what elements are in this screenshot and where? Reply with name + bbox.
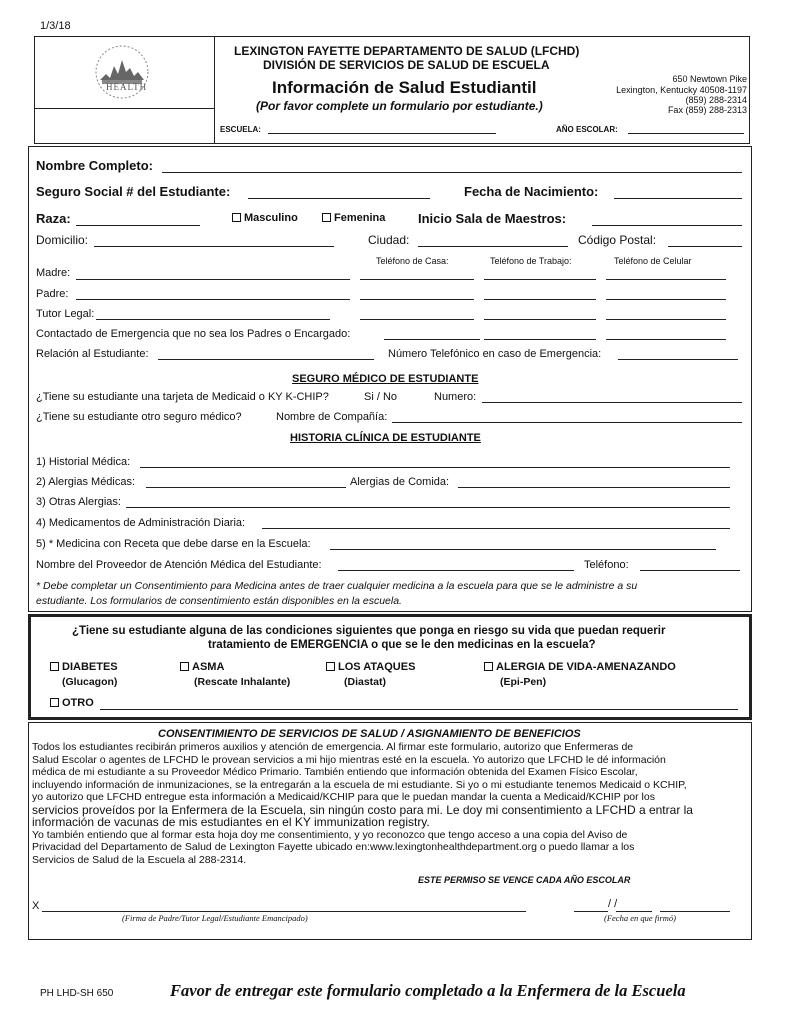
medicaid-question: ¿Tiene su estudiante una tarjeta de Medicaid o KY K-CHIP? (36, 391, 329, 403)
form-title: Información de Salud Estudiantil (272, 78, 537, 97)
full-name-input[interactable] (162, 172, 742, 173)
food-allergies-label: Alergias de Comida: (350, 476, 450, 488)
other-condition-input[interactable] (100, 709, 738, 710)
diabetes-label: DIABETES (62, 661, 118, 673)
emergency-contact-cell[interactable] (606, 339, 726, 340)
medicaid-number-label: Numero: (434, 391, 477, 403)
consent-expires-note: ESTE PERMISO SE VENCE CADA AÑO ESCOLAR (418, 875, 631, 885)
father-input[interactable] (76, 299, 350, 300)
signature-input[interactable] (42, 911, 526, 912)
zip-input[interactable] (668, 246, 742, 247)
header-divider-vertical (214, 36, 215, 144)
fax-number: Fax (859) 288-2313 (667, 105, 747, 115)
medical-history-input[interactable] (140, 467, 730, 468)
relation-label: Relación al Estudiante: (36, 348, 149, 360)
guardian-input[interactable] (96, 319, 330, 320)
emergency-phone-label: Número Telefónico en caso de Emergencia: (388, 348, 602, 360)
ssn-label: Seguro Social # del Estudiante: (36, 184, 231, 199)
health-department-logo (86, 44, 158, 102)
history-heading: HISTORIA CLÍNICA DE ESTUDIANTE (290, 432, 481, 444)
work-phone-header: Teléfono de Trabajo: (490, 256, 572, 266)
provider-label: Nombre del Proveedor de Atención Médica del Estudiante: (36, 559, 322, 571)
school-year-label: AÑO ESCOLAR: (556, 125, 618, 134)
food-allergies-input[interactable] (458, 487, 730, 488)
father-cell-phone[interactable] (606, 299, 726, 300)
consent-line: Yo también entiendo que al formar esta hoja doy me consentimiento, y yo reconozco que tengo acceso a una copia del Aviso de (32, 828, 628, 841)
female-checkbox[interactable] (322, 213, 331, 222)
dept-name: LEXINGTON FAYETTE DEPARTAMENTO DE SALUD (LFCHD) (234, 44, 580, 58)
medication-note-1: * Debe completar un Consentimiento para Medicina antes de traer cualquier medicina a la escuela para que se le administre a su (36, 580, 638, 592)
ssn-input[interactable] (248, 198, 430, 199)
race-label: Raza: (36, 211, 71, 226)
dob-input[interactable] (614, 198, 742, 199)
father-work-phone[interactable] (484, 299, 596, 300)
diabetes-option[interactable] (50, 661, 118, 673)
phone-number: (859) 288-2314 (685, 95, 747, 105)
emergency-contact-input[interactable] (384, 339, 480, 340)
signature-x: X (32, 900, 40, 912)
form-date: 1/3/18 (40, 20, 71, 32)
consent-line: médica de mi estudiante a su Proveedor Médico Primario. También entiendo que información obtenida del Examen Físico Escolar, (32, 766, 638, 778)
mother-cell-phone[interactable] (606, 279, 726, 280)
diabetes-checkbox[interactable] (50, 662, 59, 671)
guardian-work-phone[interactable] (484, 319, 596, 320)
conditions-question-2: tratamiento de EMERGENCIA o que se le den medicinas en la escuela? (208, 639, 596, 651)
medicaid-number-input[interactable] (482, 402, 742, 403)
company-label: Nombre de Compañía: (276, 411, 388, 423)
mother-home-phone[interactable] (360, 279, 474, 280)
daily-meds-label: 4) Medicamentos de Administración Diaria: (36, 517, 246, 529)
consent-heading: CONSENTIMIENTO DE SERVICIOS DE SALUD / ASIGNAMIENTO DE BENEFICIOS (158, 728, 581, 740)
consent-line: Privacidad del Departamento de Salud de Lexington Fayette ubicado en:www.lexingtonhealthdepartment.org o puedo llamar a los (32, 841, 635, 853)
medicaid-si-no[interactable]: Si / No (364, 391, 398, 403)
seizures-medication: (Diastat) (344, 676, 387, 688)
medication-note-2: estudiante. Los formularios de consentimiento están disponibles en la escuela. (36, 595, 402, 607)
other-condition-checkbox[interactable] (50, 698, 59, 707)
asthma-option[interactable] (180, 661, 224, 673)
division-name: DIVISIÓN DE SERVICIOS DE SALUD DE ESCUELA (263, 58, 550, 72)
school-input[interactable] (268, 133, 496, 134)
mother-label: Madre: (36, 267, 71, 279)
address-line2: Lexington, Kentucky 40508-1197 (616, 85, 747, 95)
provider-phone-label: Teléfono: (584, 559, 629, 571)
prescription-input[interactable] (330, 549, 716, 550)
guardian-home-phone[interactable] (360, 319, 474, 320)
form-subtitle: (Por favor complete un formulario por estudiante.) (256, 99, 543, 113)
signature-caption: (Firma de Padre/Tutor Legal/Estudiante Emancipado) (122, 913, 308, 923)
male-label: Masculino (244, 212, 298, 224)
daily-meds-input[interactable] (262, 528, 730, 529)
medical-allergies-input[interactable] (146, 487, 346, 488)
male-checkbox[interactable] (232, 213, 241, 222)
seizures-label: LOS ATAQUES (338, 661, 416, 673)
header-divider-horizontal (34, 108, 214, 109)
home-phone-header: Teléfono de Casa: (376, 256, 449, 266)
conditions-question-1: ¿Tiene su estudiante alguna de las condiciones siguientes que ponga en riesgo su vida que puedan requerir (72, 625, 666, 637)
consent-line: Servicios de Salud de la Escuela al 288-2314. (32, 853, 247, 866)
address-input[interactable] (94, 246, 334, 247)
consent-line: yo autorizo que LFCHD entregue esta información a Medicaid/KCHIP para que le puedan mandar la cuenta a Medicaid/KCHIP por los (32, 791, 655, 803)
father-home-phone[interactable] (360, 299, 474, 300)
provider-input[interactable] (338, 570, 574, 571)
signature-date-year[interactable] (660, 911, 730, 912)
asthma-medication: (Rescate Inhalante) (194, 676, 291, 688)
prescription-label: 5) * Medicina con Receta que debe darse en la Escuela: (36, 538, 311, 550)
other-allergies-input[interactable] (126, 507, 730, 508)
provider-phone-input[interactable] (640, 570, 740, 571)
logo-text: HEALTH (106, 82, 148, 92)
guardian-label: Tutor Legal: (36, 308, 95, 320)
father-label: Padre: (36, 288, 69, 300)
emergency-contact-work[interactable] (484, 339, 596, 340)
signature-date-day[interactable] (616, 911, 652, 912)
company-input[interactable] (392, 422, 742, 423)
race-input[interactable] (76, 225, 200, 226)
emergency-phone-input[interactable] (618, 359, 738, 360)
allergy-medication: (Epi-Pen) (500, 676, 547, 688)
consent-text (32, 741, 748, 866)
signature-date-month[interactable] (574, 911, 608, 912)
other-condition-label: OTRO (62, 697, 94, 709)
diabetes-medication: (Glucagon) (62, 676, 118, 688)
dob-label: Fecha de Nacimiento: (464, 184, 599, 199)
medical-history-label: 1) Historial Médica: (36, 456, 131, 468)
seizures-checkbox[interactable] (326, 662, 335, 671)
guardian-cell-phone[interactable] (606, 319, 726, 320)
date-slashes: / / (608, 898, 618, 910)
female-option[interactable] (322, 212, 385, 224)
male-option[interactable] (232, 212, 298, 224)
allergy-option[interactable] (484, 661, 676, 673)
mother-work-phone[interactable] (484, 279, 596, 280)
insurance-heading: SEGURO MÉDICO DE ESTUDIANTE (292, 373, 479, 385)
asthma-checkbox[interactable] (180, 662, 189, 671)
allergy-label: ALERGIA DE VIDA-AMENAZANDO (496, 661, 676, 673)
homeroom-input[interactable] (592, 225, 742, 226)
homeroom-label: Inicio Sala de Maestros: (418, 211, 567, 226)
asthma-label: ASMA (192, 661, 225, 673)
address-line1: 650 Newtown Pike (672, 74, 747, 84)
consent-line: Salud Escolar o agentes de LFCHD le provean servicios a mi hijo mientras esté en la escuela. Yo autorizo que LFCHD le dé información (32, 753, 666, 766)
relation-input[interactable] (158, 359, 374, 360)
date-caption: (Fecha en que firmó) (604, 913, 676, 923)
full-name-label: Nombre Completo: (36, 158, 153, 173)
seizures-option[interactable] (326, 661, 415, 673)
footer-note: Favor de entregar este formulario completado a la Enfermera de la Escuela (170, 981, 686, 1000)
other-condition-option[interactable] (50, 697, 94, 709)
consent-line: incluyendo información de inmunizaciones, se la entregarán a la escuela de mi estudiante. Si yo o mi estudiante tenemos Medicaid o KCHIP, (32, 778, 687, 791)
school-label: ESCUELA: (220, 125, 261, 134)
consent-line: Todos los estudiantes recibirán primeros auxilios y atención de emergencia. Al firmar este formulario, autorizo que Enfermeras de (32, 741, 634, 753)
form-code: PH LHD-SH 650 (40, 988, 114, 999)
city-label: Ciudad: (368, 233, 410, 247)
other-insurance-question: ¿Tiene su estudiante otro seguro médico? (36, 411, 242, 423)
cell-phone-header: Teléfono de Celular (614, 256, 692, 266)
other-allergies-label: 3) Otras Alergias: (36, 496, 121, 508)
school-year-input[interactable] (628, 133, 744, 134)
zip-label: Código Postal: (578, 233, 657, 247)
consent-line: información de vacunas de mis estudiantes en el KY immunization registry. (32, 815, 430, 829)
city-input[interactable] (418, 246, 568, 247)
mother-input[interactable] (76, 279, 350, 280)
allergy-checkbox[interactable] (484, 662, 493, 671)
address-label: Domicilio: (36, 233, 89, 247)
emergency-contact-label: Contactado de Emergencia que no sea los Padres o Encargado: (36, 328, 351, 340)
medical-allergies-label: 2) Alergias Médicas: (36, 476, 136, 488)
consent-line: servicios proveídos por la Enfermera de la Escuela, sin ningún costo para mi. Le doy mi consentimiento a LFCHD a entrar la (32, 802, 693, 817)
female-label: Femenina (334, 212, 386, 224)
